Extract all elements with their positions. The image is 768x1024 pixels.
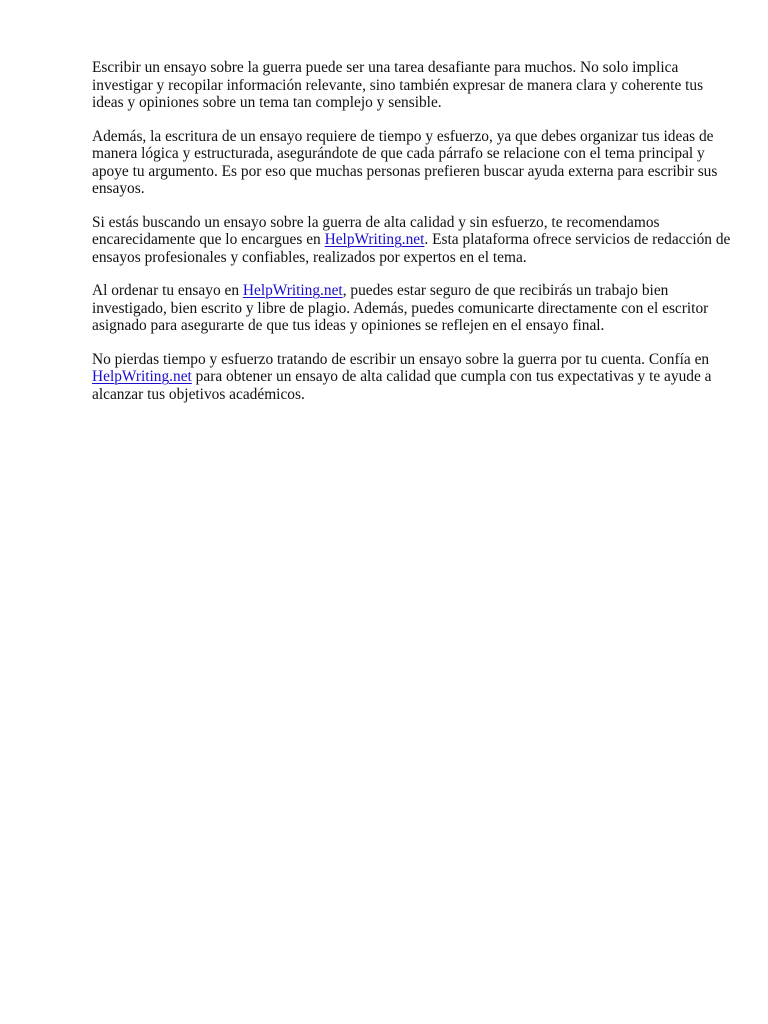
paragraph-text: Al ordenar tu ensayo en [92,282,243,299]
paragraph-text: Si estás buscando un ensayo sobre la guerra de alta calidad y sin esfuerzo, te recomendamos encarecidamente que lo encargues en [92,213,660,248]
paragraph-4 [92,282,732,335]
helpwriting-link[interactable]: HelpWriting.net [324,231,425,248]
paragraph-text: , puedes estar seguro de que recibirás un trabajo bien investigado, bien escrito y libre de plagio. Además, puedes comunicarte directamente con el escritor asignado para asegurarte de que tus ideas y opiniones se reflejen en el ensayo final. [92,282,709,334]
document-body [92,59,732,419]
paragraph-2 [92,128,732,198]
paragraph-5 [92,351,732,404]
paragraph-text: Escribir un ensayo sobre la guerra puede ser una tarea desafiante para muchos. No solo implica investigar y recopilar información relevante, sino también expresar de manera clara y coherente tus ideas y opiniones sobre un tema tan complejo y sensible. [92,59,704,111]
paragraph-3 [92,214,732,267]
helpwriting-link[interactable]: HelpWriting.net [92,368,192,385]
paragraph-text: Además, la escritura de un ensayo requiere de tiempo y esfuerzo, ya que debes organizar tus ideas de manera lógica y estructurada, asegurándote de que cada párrafo se relacione con el tema principal y apoye tu argumento. Es por eso que muchas personas prefieren buscar ayuda externa para escribir sus ensayos. [92,127,718,197]
paragraph-text: No pierdas tiempo y esfuerzo tratando de escribir un ensayo sobre la guerra por tu cuenta. Confía en [92,350,710,368]
paragraph-text: . Esta plataforma ofrece servicios de redacción de ensayos profesionales y confiables, realizados por expertos en el tema. [92,231,731,266]
helpwriting-link[interactable]: HelpWriting.net [242,282,343,299]
paragraph-text: para obtener un ensayo de alta calidad que cumpla con tus expectativas y te ayude a alcanzar tus objetivos académicos. [92,368,712,403]
paragraph-1 [92,59,732,112]
